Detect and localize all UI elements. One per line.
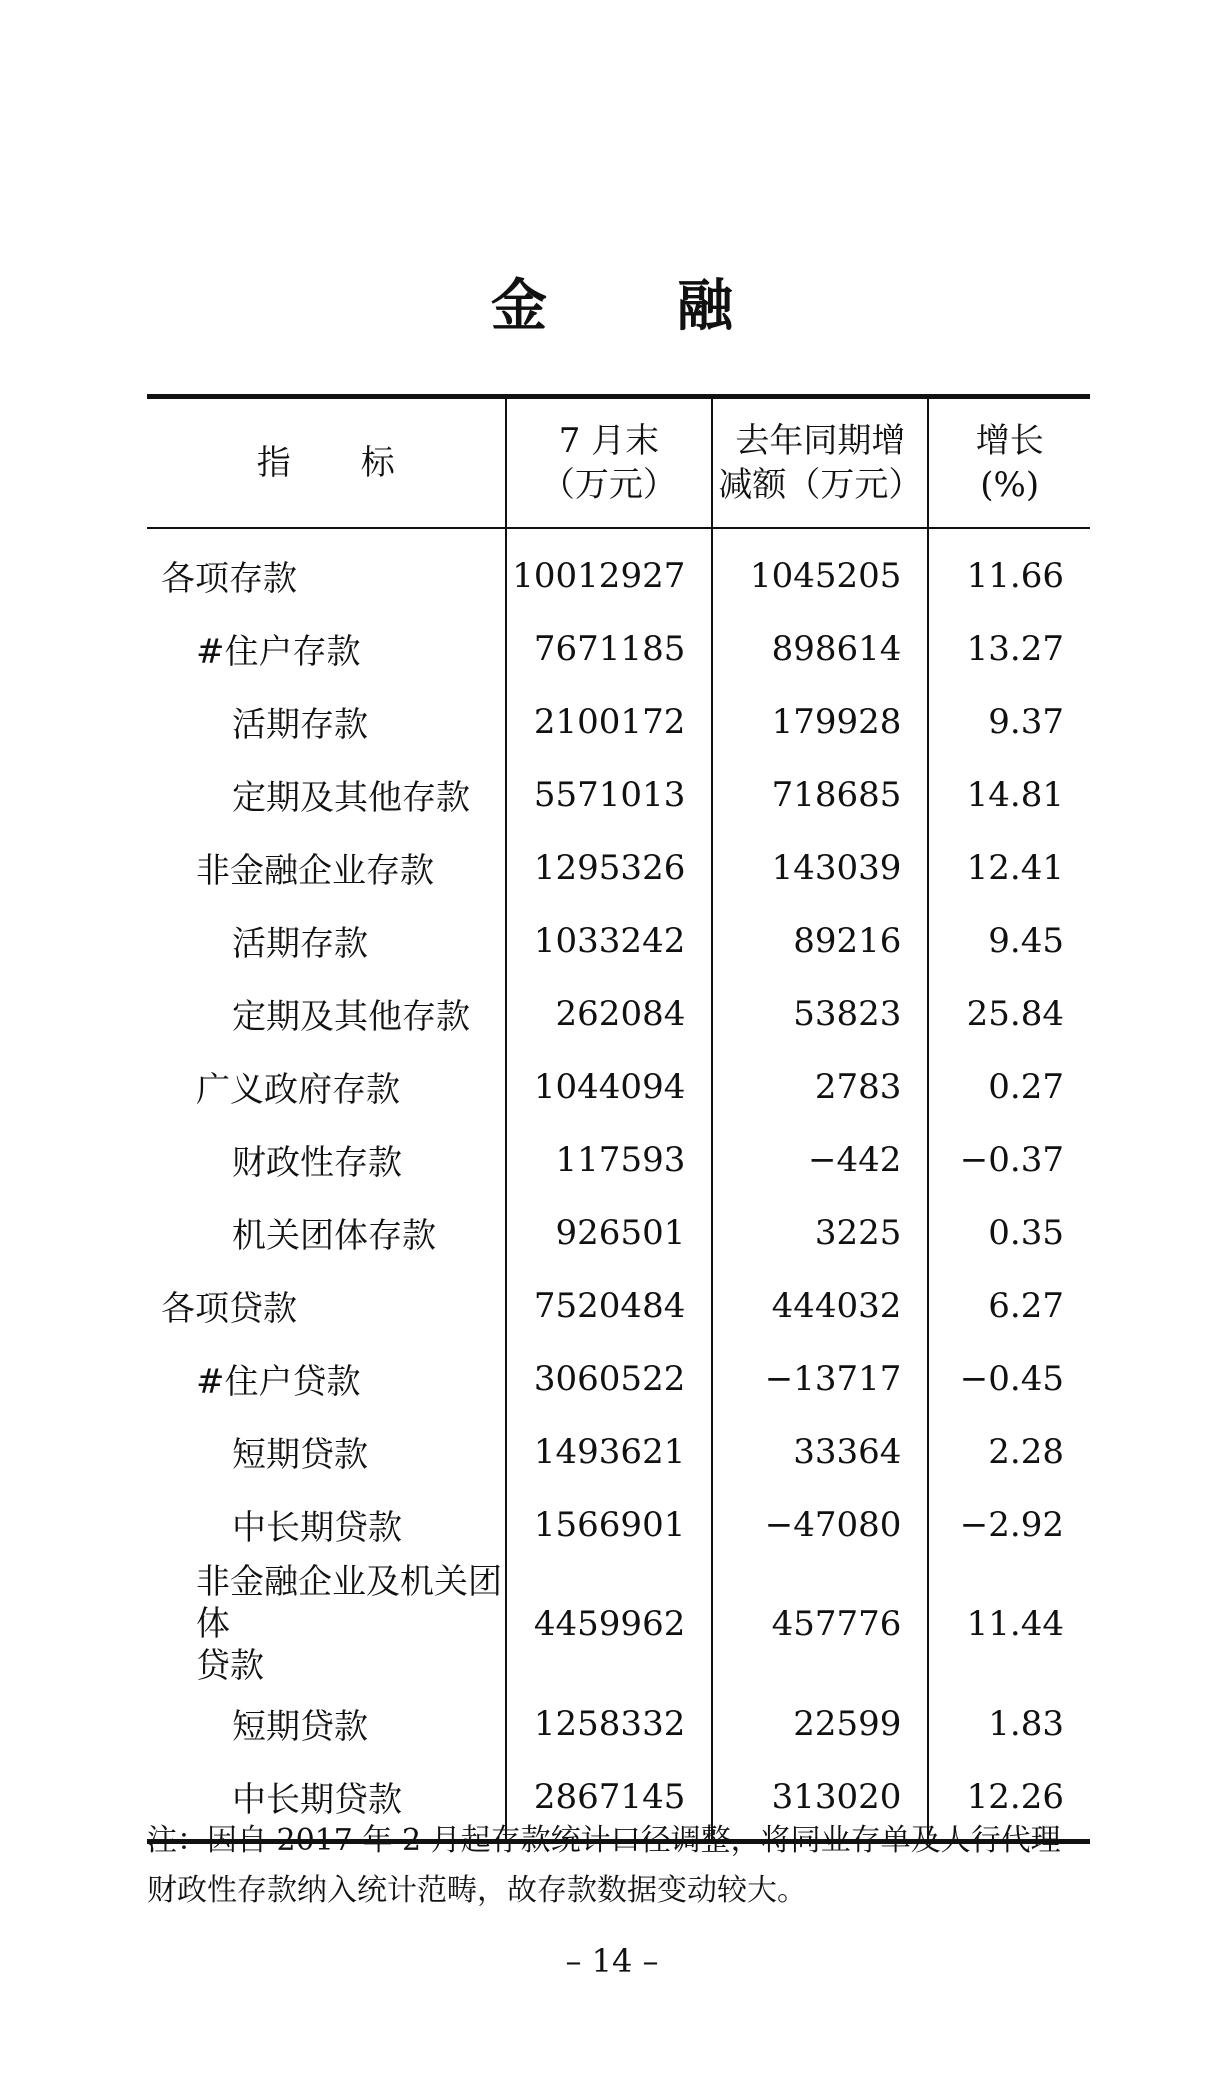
row-change: −47080: [712, 1488, 928, 1561]
header-yoy-change: [712, 397, 928, 529]
header-indicator-b: 标: [360, 443, 395, 483]
row-label: 财政性存款: [232, 1143, 402, 1183]
row-change: 457776: [712, 1561, 928, 1687]
row-value: 1033242: [506, 904, 713, 977]
row-change: 1045205: [712, 528, 928, 612]
row-change: 33364: [712, 1415, 928, 1488]
row-value: 3060522: [506, 1342, 713, 1415]
table-row: [147, 904, 1090, 977]
row-growth: 12.41: [928, 831, 1090, 904]
title-char-1: 金: [491, 274, 547, 339]
table-footnote: [147, 1816, 1107, 1916]
row-growth: 0.27: [928, 1050, 1090, 1123]
row-change: 313020: [712, 1760, 928, 1842]
row-growth: 9.37: [928, 685, 1090, 758]
table-row: [147, 1196, 1090, 1269]
table-row: [147, 1269, 1090, 1342]
row-value: 1258332: [506, 1687, 713, 1760]
row-label: 定期及其他存款: [232, 778, 470, 818]
header-growth-line2: (%): [980, 465, 1040, 505]
row-growth: −0.45: [928, 1342, 1090, 1415]
row-label: 广义政府存款: [196, 1070, 400, 1110]
table-row: [147, 612, 1090, 685]
row-value: 117593: [506, 1123, 713, 1196]
row-change: 444032: [712, 1269, 928, 1342]
row-value: 1295326: [506, 831, 713, 904]
row-label: 活期存款: [232, 924, 368, 964]
row-growth: 11.44: [928, 1561, 1090, 1687]
row-label-line1: 非金融企业及机关团体: [196, 1562, 502, 1644]
row-growth: −2.92: [928, 1488, 1090, 1561]
table-row: [147, 831, 1090, 904]
row-label: 中长期贷款: [232, 1508, 402, 1548]
row-label: #住户贷款: [196, 1362, 361, 1402]
row-growth: 14.81: [928, 758, 1090, 831]
row-label: 机关团体存款: [232, 1216, 436, 1256]
header-yoy-change-line1: 去年同期增: [735, 421, 906, 461]
row-growth: 2.28: [928, 1415, 1090, 1488]
table-row: [147, 758, 1090, 831]
header-month-end-line2: （万元）: [540, 465, 677, 505]
row-label: 中长期贷款: [232, 1780, 402, 1820]
row-change: 3225: [712, 1196, 928, 1269]
table-header-row: [147, 397, 1090, 529]
row-growth: 11.66: [928, 528, 1090, 612]
table-row: [147, 1123, 1090, 1196]
row-change: 179928: [712, 685, 928, 758]
row-change: 143039: [712, 831, 928, 904]
header-month-end-line1: 7 月末: [558, 421, 660, 461]
row-change: 53823: [712, 977, 928, 1050]
row-label: 定期及其他存款: [232, 997, 470, 1037]
row-change: 89216: [712, 904, 928, 977]
header-growth: [928, 397, 1090, 529]
page-number: – 14 –: [565, 1942, 659, 1980]
row-change: −13717: [712, 1342, 928, 1415]
table-row: [147, 1488, 1090, 1561]
page-title: [0, 262, 1224, 342]
row-label: 各项存款: [161, 559, 297, 599]
table-row: [147, 1342, 1090, 1415]
row-value: 5571013: [506, 758, 713, 831]
header-yoy-change-line2: 减额（万元）: [718, 465, 923, 505]
row-growth: 25.84: [928, 977, 1090, 1050]
header-indicator: [147, 397, 506, 529]
row-change: 22599: [712, 1687, 928, 1760]
finance-table: [147, 394, 1090, 1844]
footnote-line1: 注：因自 2017 年 2 月起存款统计口径调整，将同业存单及人行代理: [147, 1823, 1061, 1858]
row-change: 898614: [712, 612, 928, 685]
row-value: 1566901: [506, 1488, 713, 1561]
table-row: [147, 1687, 1090, 1760]
row-change: 2783: [712, 1050, 928, 1123]
row-label: [147, 1561, 506, 1687]
row-growth: 12.26: [928, 1760, 1090, 1842]
row-change: −442: [712, 1123, 928, 1196]
row-growth: 1.83: [928, 1687, 1090, 1760]
title-char-2: 融: [677, 274, 733, 339]
table-row: [147, 1561, 1090, 1687]
row-change: 718685: [712, 758, 928, 831]
row-value: 10012927: [506, 528, 713, 612]
row-value: 262084: [506, 977, 713, 1050]
row-value: 1493621: [506, 1415, 713, 1488]
table-row: [147, 977, 1090, 1050]
header-indicator-a: 指: [256, 443, 291, 483]
row-value: 7671185: [506, 612, 713, 685]
row-value: 2867145: [506, 1760, 713, 1842]
row-label: #住户存款: [196, 632, 361, 672]
table-row: [147, 528, 1090, 612]
row-label: 非金融企业存款: [196, 851, 434, 891]
row-value: 2100172: [506, 685, 713, 758]
row-label: 各项贷款: [161, 1289, 297, 1329]
row-label: 短期贷款: [232, 1707, 368, 1747]
footnote-line2: 财政性存款纳入统计范畴，故存款数据变动较大。: [147, 1873, 807, 1908]
row-value: 7520484: [506, 1269, 713, 1342]
header-growth-line1: 增长: [975, 421, 1044, 461]
table-row: [147, 1415, 1090, 1488]
header-month-end: [506, 397, 713, 529]
row-value: 1044094: [506, 1050, 713, 1123]
row-label-line2: 贷款: [196, 1646, 264, 1686]
table-row: [147, 1050, 1090, 1123]
row-growth: 6.27: [928, 1269, 1090, 1342]
row-value: 4459962: [506, 1561, 713, 1687]
table-row: [147, 685, 1090, 758]
row-growth: 13.27: [928, 612, 1090, 685]
row-label: 短期贷款: [232, 1435, 368, 1475]
row-growth: 0.35: [928, 1196, 1090, 1269]
row-growth: −0.37: [928, 1123, 1090, 1196]
row-label: 活期存款: [232, 705, 368, 745]
row-growth: 9.45: [928, 904, 1090, 977]
row-value: 926501: [506, 1196, 713, 1269]
